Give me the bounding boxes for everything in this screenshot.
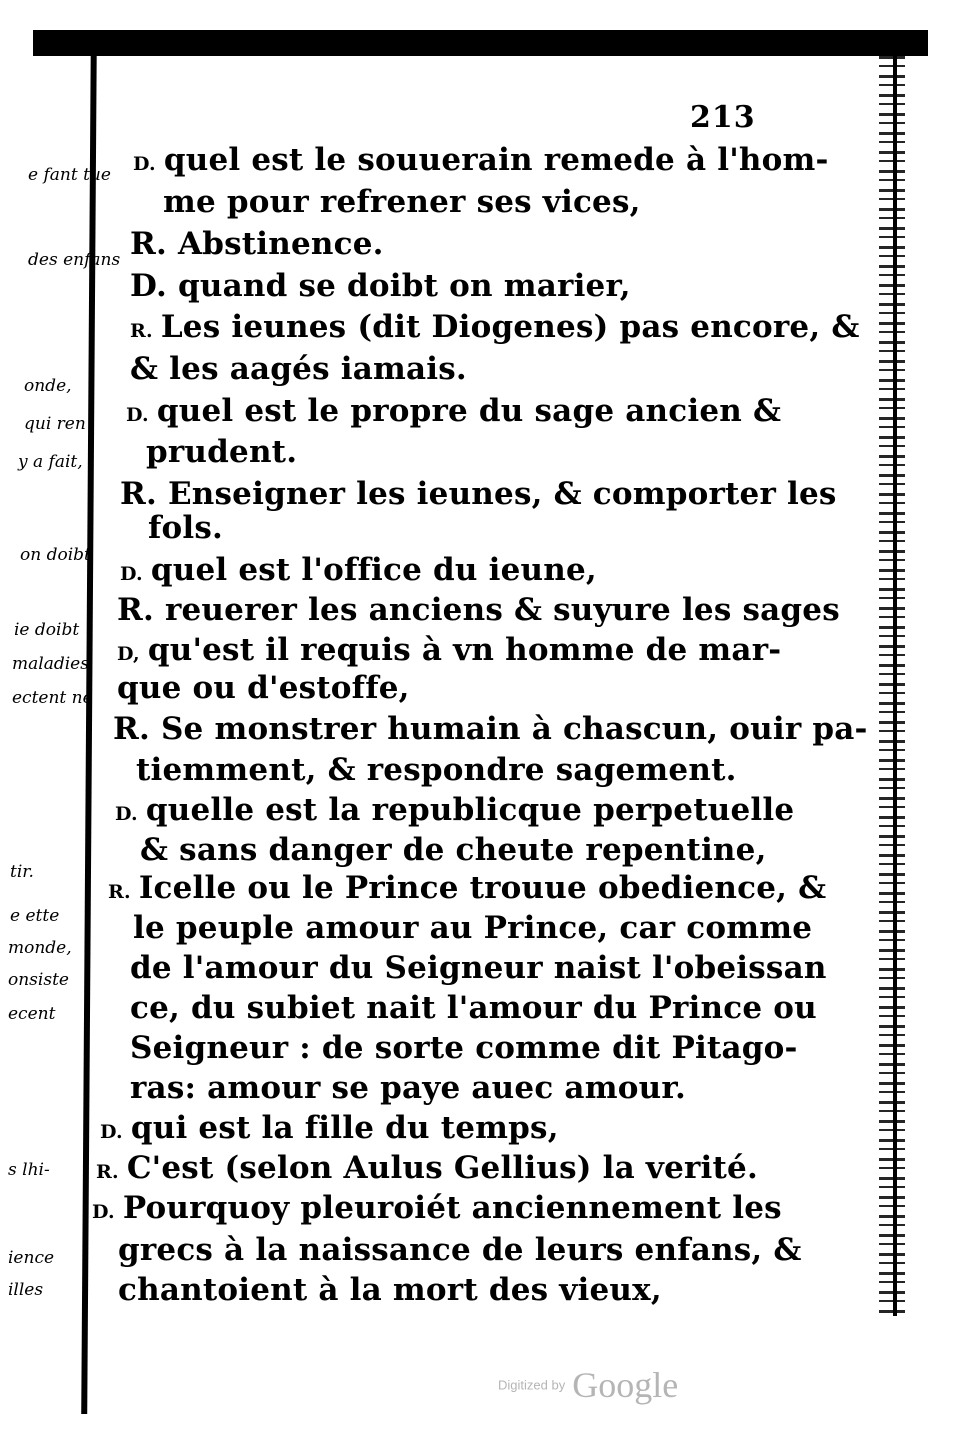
line-text: quel est le souuerain remede à l'hom- (163, 142, 829, 178)
text-line (130, 1068, 686, 1108)
dialogue-label: D. (126, 404, 149, 426)
line-text: Les ieunes (dit Diogenes) pas encore, & (160, 309, 860, 345)
line-text: & sans danger de cheute repentine, (140, 832, 767, 868)
text-line (126, 391, 781, 435)
text-line (140, 830, 767, 870)
margin-note: onsiste (8, 970, 69, 990)
dialogue-label: R. (96, 1161, 119, 1183)
margin-note: maladies (12, 654, 89, 674)
margin-note: des enfans (28, 250, 121, 270)
line-text: R. Se monstrer humain à chascun, ouir pa- (113, 711, 868, 747)
digitized-watermark (498, 1364, 678, 1406)
dialogue-label: D. (100, 1121, 123, 1143)
text-line (108, 868, 826, 912)
dialogue-label: R. (130, 320, 153, 342)
text-line (100, 1108, 559, 1152)
dialogue-label: D, (117, 643, 140, 665)
line-text: & les aagés iamais. (130, 351, 467, 387)
text-line (148, 508, 223, 548)
text-line (133, 908, 812, 948)
line-text: ce, du subiet nait l'amour du Prince ou (130, 990, 817, 1026)
text-line (130, 307, 860, 351)
line-text: tiemment, & respondre sagement. (136, 752, 737, 788)
line-text: Seigneur : de sorte comme dit Pitago- (130, 1030, 798, 1066)
text-line (92, 1188, 782, 1232)
line-text: de l'amour du Seigneur naist l'obeissan (130, 950, 827, 986)
line-text: chantoient à la mort des vieux, (118, 1272, 662, 1308)
dialogue-label: D. (133, 153, 156, 175)
margin-note: monde, (8, 938, 72, 958)
margin-note: ecent (8, 1004, 56, 1024)
text-line (163, 182, 641, 222)
line-text: Pourquoy pleuroiét anciennement les (122, 1190, 782, 1226)
line-text: R. Abstinence. (130, 226, 384, 262)
text-line (136, 750, 737, 790)
line-text: ras: amour se paye auec amour. (130, 1070, 686, 1106)
text-line (96, 1148, 758, 1192)
margin-note: e fant tue (28, 165, 111, 185)
dialogue-label: D. (115, 803, 138, 825)
line-text: fols. (148, 510, 224, 546)
margin-note: ie doibt (14, 620, 80, 640)
margin-note: y a fait, (18, 452, 83, 472)
text-line (118, 1270, 662, 1310)
line-text: le peuple amour au Prince, car comme (133, 910, 813, 946)
line-text: quelle est la republicque perpetuelle (145, 792, 795, 828)
text-line (133, 140, 829, 184)
margin-note: onde, (24, 376, 72, 396)
text-line (117, 668, 410, 708)
page-number: 213 (690, 100, 756, 135)
watermark-prefix: Digitized by (498, 1377, 566, 1393)
dialogue-label: D. (120, 563, 143, 585)
text-line (130, 1028, 798, 1068)
text-line (117, 590, 840, 630)
text-line (130, 266, 631, 306)
line-text: que ou d'estoffe, (117, 670, 410, 706)
margin-note: ience (8, 1248, 55, 1268)
page-edge-line (893, 56, 897, 1316)
text-line (120, 550, 597, 594)
dialogue-label: D. (92, 1201, 115, 1223)
text-line (113, 709, 868, 749)
dialogue-label: R. (108, 881, 131, 903)
line-text: D. quand se doibt on marier, (130, 268, 631, 304)
line-text: quel est le propre du sage ancien & (156, 393, 782, 429)
text-line (118, 1230, 802, 1270)
page-edge-shadow (879, 56, 905, 1316)
line-text: qui est la fille du temps, (130, 1110, 559, 1146)
margin-note: s lhi- (8, 1160, 50, 1180)
margin-note: qui ren (24, 414, 86, 434)
text-line (130, 349, 467, 389)
margin-note: e ette (10, 906, 60, 926)
line-text: me pour refrener ses vices, (163, 184, 641, 220)
margin-note: on doibt (20, 545, 91, 565)
line-text: R. Enseigner les ieunes, & comporter les (120, 476, 837, 512)
text-line (130, 948, 827, 988)
line-text: prudent. (146, 434, 298, 470)
line-text: grecs à la naissance de leurs enfans, & (118, 1232, 802, 1268)
line-text: C'est (selon Aulus Gellius) la verité. (126, 1150, 758, 1186)
google-logo: Google (572, 1365, 679, 1405)
margin-note: tir. (10, 862, 34, 882)
line-text: qu'est il requis à vn homme de mar- (147, 632, 782, 668)
top-edge-bar (33, 30, 928, 56)
margin-note: ectent ne (12, 688, 93, 708)
text-line (120, 474, 837, 514)
text-line (130, 224, 384, 264)
line-text: R. reuerer les anciens & suyure les sages (117, 592, 840, 628)
line-text: quel est l'office du ieune, (150, 552, 597, 588)
text-line (115, 790, 794, 834)
margin-note: illes (8, 1280, 44, 1300)
line-text: Icelle ou le Prince trouue obedience, & (138, 870, 827, 906)
text-line (130, 988, 817, 1028)
text-line (146, 432, 297, 472)
